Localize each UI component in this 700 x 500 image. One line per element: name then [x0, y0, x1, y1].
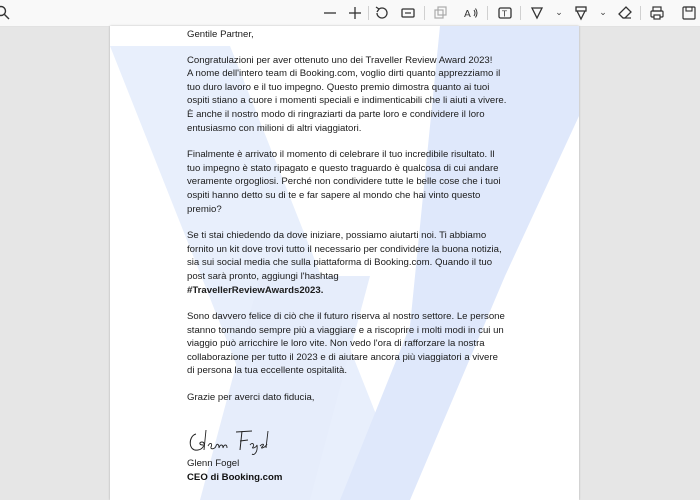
toolbar-divider — [640, 6, 641, 20]
paragraph-1: Congratulazioni per aver ottenuto uno dei Traveller Review Award 2023! A nome dell'intero team di Booking.com, voglio dirti quanto apprezziamo il tuo duro lavoro e il tuo impegno. Questo premio dimostra quanto ai tuoi ospiti stiano a cuore i momenti speciali e indimenticabili che li aiuti a vivere. È anche il nostro modo di ringraziarti da parte loro e condividere il loro entusiasmo con milioni di altri viaggiatori. — [187, 54, 507, 134]
closing-line: Grazie per averci dato fiducia, — [187, 392, 315, 404]
draw-icon[interactable] — [572, 4, 590, 22]
pdf-toolbar — [0, 0, 700, 27]
highlight-icon[interactable] — [528, 4, 546, 22]
chevron-down-icon[interactable]: ⌄ — [599, 7, 607, 18]
paragraph-3 — [187, 229, 507, 297]
toolbar-divider — [487, 6, 488, 20]
rotate-icon[interactable] — [373, 4, 391, 22]
toolbar-divider — [368, 6, 369, 20]
paragraph-2: Finalmente è arrivato il momento di celebrare il tuo incredibile risultato. Il tuo impegno è stato ripagato e questo traguardo è qualcosa di cui andare veramente orgogliosi. Perché non condividere tutte le belle cose che i tuoi ospiti hanno detto su di te e far sapere al mondo che hai vinto questo premio? — [187, 149, 501, 215]
letter-greeting: Gentile Partner, — [187, 29, 254, 40]
paragraph-3-text: Se ti stai chiedendo da dove iniziare, possiamo aiutarti noi. Ti abbiamo fornito un kit dove trovi tutto il necessario per condividere la buona notizia, sia sui social media che sulla piattaforma di Booking.com. Quando il tuo post sarà pronto, aggiungi l'hashtag — [187, 230, 502, 282]
svg-text:T: T — [502, 9, 507, 19]
fit-page-icon[interactable] — [399, 4, 417, 22]
signer-name: Glenn Fogel — [187, 458, 240, 469]
signer-title: CEO di Booking.com — [187, 472, 283, 483]
toolbar-divider — [424, 6, 425, 20]
pdf-page — [110, 26, 579, 500]
print-icon[interactable] — [648, 4, 666, 22]
search-icon[interactable] — [0, 4, 12, 22]
letter-body — [187, 26, 507, 418]
svg-text:A: A — [464, 9, 471, 20]
hashtag: #TravellerReviewAwards2023. — [187, 284, 324, 296]
eraser-icon[interactable] — [616, 4, 634, 22]
zoom-out-icon[interactable] — [321, 4, 339, 22]
chevron-down-icon[interactable]: ⌄ — [555, 7, 563, 18]
save-icon[interactable] — [680, 4, 698, 22]
page-view-icon[interactable] — [431, 4, 449, 22]
zoom-in-icon[interactable] — [346, 4, 364, 22]
toolbar-divider — [520, 6, 521, 20]
handwritten-signature — [186, 426, 276, 458]
paragraph-4: Sono davvero felice di ciò che il futuro riserva al nostro settore. Le persone stanno tornando sempre più a viaggiare e a riscoprire i molti modi in cui un viaggio può arricchire le loro vite. Non vedo l'ora di rafforzare la nostra collaborazione per tutto il 2023 e di aiutare ancora più viaggiatori a vivere di persona la tua eccellente ospitalità. — [187, 311, 505, 377]
read-aloud-icon[interactable] — [462, 4, 480, 22]
text-box-icon[interactable] — [496, 4, 514, 22]
